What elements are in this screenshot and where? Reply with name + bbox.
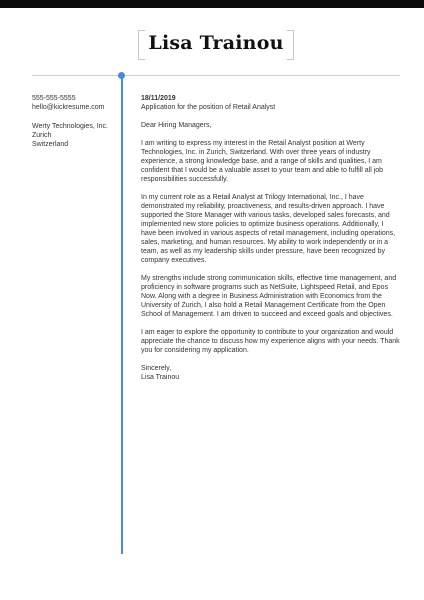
recipient-country: Switzerland [32, 141, 69, 148]
top-bar [0, 0, 424, 8]
horizontal-divider [32, 75, 400, 76]
paragraph-3: My strengths include strong communication skills, effective time management, and proficiency in software programs such as NetSuite, Lightspeed Retail, and Epos Now. Along with a degree in Business Administration with Economics from the University of Zurich, I also hold a Retail Management Certificate from the Open School of Management. I am driven to succeed and exceed goals and objectives. [141, 275, 397, 318]
greeting: Dear Hiring Managers, [141, 122, 212, 129]
phone: 555-555-5555 [32, 95, 76, 102]
vertical-divider [121, 76, 123, 554]
letter-body [141, 94, 403, 382]
paragraph-1: I am writing to express my interest in the Retail Analyst position at Werty Technologies, Inc. in Zurich, Switzerland. With over three years of industry experience, a strong knowledge base, and a range of skills and qualities, I am confident that I would be a valuable asset to your team and able to fulfill all job responsibilities successfully. [141, 140, 384, 183]
letter-date: 18/11/2019 [141, 95, 176, 102]
signature: Lisa Trainou [141, 374, 180, 381]
recipient-company: Werty Technologies, Inc. [32, 123, 109, 130]
applicant-name: Lisa Trainou [148, 32, 284, 54]
paragraph-4: I am eager to explore the opportunity to contribute to your organization and would appreciate the chance to discuss how my experience aligns with your needs. Thank you for considering my application. [141, 329, 400, 354]
name-header [138, 30, 294, 58]
divider-dot [118, 72, 125, 79]
paragraph-2: In my current role as a Retail Analyst at Trilogy International, Inc., I have demonstrated my reliability, proactiveness, and results-driven approach. I have supported the Store Manager with various tasks, developed sales forecasts, and implemented new store policies to optimize business operations. Additionally, I have been involved in various aspects of retail management, including operations, sales, marketing, and human resources. My ability to work independently or in a team, as well as my leadership skills under pressure, have been recognized by company executives. [141, 194, 396, 264]
closing: Sincerely, [141, 365, 172, 372]
letter-subject: Application for the position of Retail Analyst [141, 104, 276, 111]
email: hello@kickresume.com [32, 104, 105, 111]
sidebar [32, 94, 116, 149]
recipient-city: Zurich [32, 132, 52, 139]
